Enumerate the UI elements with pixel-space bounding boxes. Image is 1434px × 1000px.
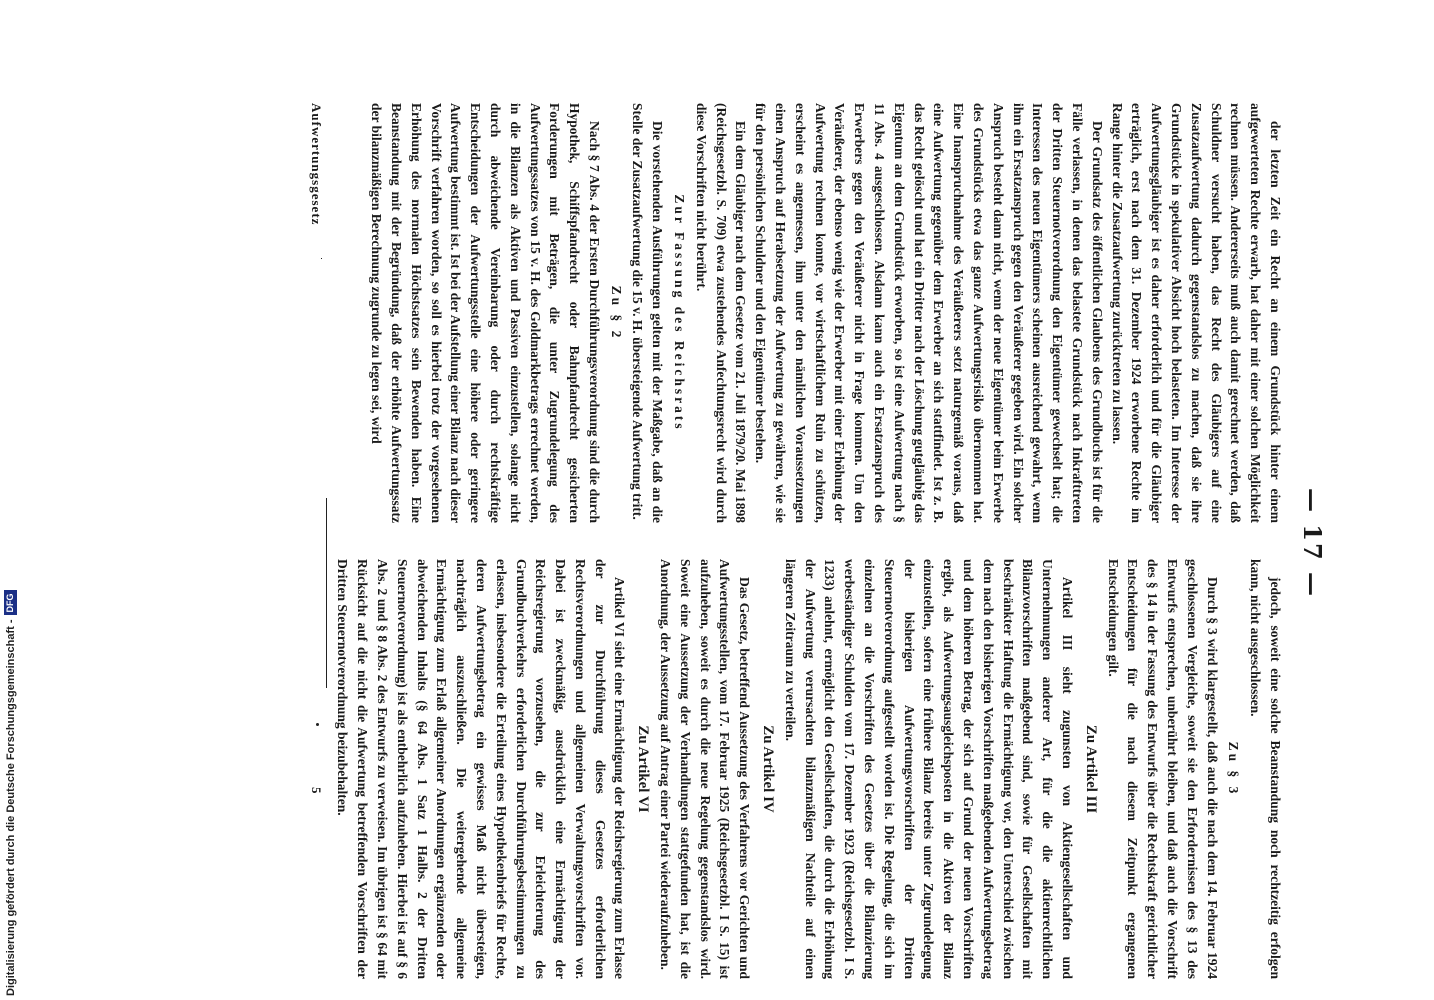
section-heading: Zu Artikel III (1082, 724, 1099, 814)
footer-mark (316, 723, 319, 726)
digitization-credit (4, 590, 17, 996)
section-heading: Zu Artikel IV (760, 725, 777, 813)
footer-rule (326, 498, 327, 688)
paragraph: Der Grundsatz des öffentlichen Glaubens des Grundbuchs ist für die Fälle verlassen, in denen das belastete Grundstück nach Inkrafttreten der Dritten Steuernotverordnung den Eigentümer gewechselt hat; die Interessen des neuen Eigentümers scheinen ausreichend gewahrt, wenn ihm ein Ersatzanspruch gegen den Veräußerer gegeben wird. Ein solcher Anspruch besteht dann nicht, wenn der neue Eigentümer beim Erwerbe des Grundstücks etwa das ganze Aufwertungsrisiko übernommen hat. Eine Inanspruchnahme des Veräußerers setzt naturgemäß voraus, daß eine Aufwertung gegenüber dem Erwerber an sich stattfindet. Ist z. B. das Recht gelöscht und hat ein Dritter nach der Löschung gutgläubig das Eigentum an dem Grundstück erworben, so ist eine Aufwertung nach § 11 Abs. 4 ausgeschlossen. Alsdann kann auch ein Ersatzanspruch des Erwerbers gegen den Veräußerer nicht in Frage kommen. Um den Veräußerer, der ebenso wenig wie der Erwerber mit einer Erhöhung der Aufwertung rechnen konnte, vor wirtschaftlichem Ruin zu schützen, erscheint es angemessen, ihm unter den nämlichen Voraussetzungen einen Anspruch auf Herabsetzung der Aufwertung zu gewähren, wie sie für den persönlichen Schuldner und den Eigentümer bestehen. (753, 103, 1105, 523)
paragraph: Ein dem Gläubiger nach dem Gesetze vom 21. Juli 1879/20. Mai 1898 (Reichsgesetzbl. S. 709) etwa zustehendes Anfechtungsrecht wird durch diese Vorschriften nicht berührt. (693, 103, 749, 523)
paragraph: Nach § 7 Abs. 4 der Ersten Durchführungsverordnung sind die durch Hypothek, Schiffspfandrecht oder Bahnpfandrecht gesicherten Forderungen mit Beträgen, die unter Zugrundelegung des Aufwertungssatzes von 15 v. H. des Goldmarkbetrags errechnet werden, in die Bilanzen als Aktiven und Passiven einzustellen, solange nicht durch abweichende Vereinbarung oder durch rechtskräftige Entscheidungen der Aufwertungsstelle eine höhere oder geringere Aufwertung bestimmt ist. Ist bei der Aufstellung einer Bilanz nach dieser Vorschrift verfahren worden, so soll es hierbei trotz der vorgesehenen Erhöhung des normalen Höchstsatzes sein Bewenden haben. Eine Beanstandung mit der Begründung, daß der erhöhte Aufwertungssatz der bilanzmäßigen Berechnung zugrunde zu legen sei, wird (369, 103, 602, 523)
paragraph: Artikel III sieht zugunsten von Aktiengesellschaften und Unternehmungen anderer Art, für die die aktienrechtlichen Bilanzvorschriften maßgebend sind, sowie für Gesellschaften mit beschränkter Haftung die Ermächtigung vor, den Unterschied zwischen dem nach den bisherigen Vorschriften maßgebenden Aufwertungsbetrag und dem höheren Betrag, der sich auf Grund der neuen Vorschriften ergibt, als Aufwertungsausgleichsposten in die Aktiven der Bilanz einzustellen, sofern eine frühere Bilanz bereits unter Zugrundelegung der bisherigen Aufwertungsvorschriften der Dritten Steuernotverordnung aufgestellt worden ist. Die Regelung, die sich im einzelnen an die Vorschriften des Gesetzes über die Bilanzierung werbeständiger Schulden vom 17. Dezember 1923 (Reichsgesetzbl. I S. 1233) anlehnt, ermöglicht den Gesellschaften, die durch die Erhöhung der Aufwertung verursachten bilanzmäßigen Nachteile auf einen längeren Zeitraum zu verteilen. (782, 559, 1076, 979)
running-title: Aufwertungsgesetz (309, 103, 324, 226)
page-number: — 17 — (1298, 487, 1327, 599)
right-column (333, 559, 1285, 979)
section-heading: Zu § 3 (1226, 741, 1242, 797)
paragraph: jedoch, soweit eine solche Beanstandung noch rechtzeitig erfolgen kann, nicht ausgeschlossen. (1248, 559, 1283, 979)
paragraph: der letzten Zeit ein Recht an einem Grundstück hinter einem aufgewerteten Rechte erwarb, hat daher mit einer solchen Möglichkeit rechnen müssen. Andererseits muß auch damit gerechnet werden, daß Schuldner versucht haben, das Recht des Gläubigers auf eine Zusatzaufwertung dadurch gegenstandslos zu machen, daß sie ihre Grundstücke in spekulativer Absicht hoch belasteten. Im Interesse der Aufwertungsgläubiger ist es daher erforderlich und für die Gläubiger erträglich, erst nach dem 31. Dezember 1924 erworbene Rechte im Range hinter die Zusatzaufwertung zurücktreten zu lassen. (1109, 103, 1283, 523)
section-heading: Zu Artikel VI (635, 725, 652, 813)
dfg-logo: DFG (4, 590, 17, 615)
section-heading: Zu § 2 (608, 285, 624, 341)
paragraph: Artikel VI sieht eine Ermächtigung der Reichsregierung zum Erlasse der zur Durchführung dieses Gesetzes erforderlichen Rechtsverordnungen und allgemeinen Verwaltungsvorschriften vor. Dabei ist zweckmäßig, ausdrücklich eine Ermächtigung der Reichsregierung vorzusehen, die zur Erleichterung des Grundbuchverkehrs erforderlichen Durchführungsbestimmungen zu erlassen, insbesondere die Erteilung eines Hypothekenbriefs für Rechte, deren Aufwertungsbetrag ein gewisses Maß nicht übersteigen, nachträglich auszuschließen. Die weitergehende allgemeine Ermächtigung zum Erlaß allgemeiner Anordnungen ergänzenden oder abweichenden Inhalts (§ 64 Abs. 1 Satz 1 Halbs. 2 der Dritten Steuernotverordnung) ist als entbehrlich aufzuheben. Hierbei ist auf § 6 Abs. 2 und § 8 Abs. 2 des Entwurfs zu verweisen. Im übrigen ist § 64 mit Rücksicht auf die nicht die Aufwertung betreffenden Vorschriften der Dritten Steuernotverordnung beizubehalten. (335, 559, 628, 979)
section-heading: Zur Fassung des Reichsrats (672, 194, 688, 432)
credit-text: Digitalisierung gefördert durch die Deutsche Forschungsgemeinschaft - (4, 619, 17, 996)
paragraph: Das Gesetz, betreffend Aussetzung des Verfahrens vor Gerichten und Aufwertungsstellen, vom 17. Februar 1925 (Reichsgesetzbl. I S. 15) ist aufzuheben, soweit es durch die neue Regelung gegenstandslos wird. Soweit eine Aussetzung der Verhandlungen stattgefunden hat, ist die Anordnung, der Aussetzung auf Antrag einer Partei wiederaufzuheben. (658, 559, 753, 979)
footer-page-number: 5 (309, 787, 324, 794)
paragraph: Die vorstehenden Ausführungen gelten mit der Maßgabe, daß an die Stelle der Zusatzaufwertung die 15 v. H. übersteigende Aufwertung tritt. (630, 103, 666, 523)
rotated-document-page (227, 103, 1327, 983)
footer-rule-left (321, 258, 322, 259)
paragraph: Durch § 3 wird klargestellt, daß auch die nach dem 14. Februar 1924 geschlossenen Vergleiche, soweit sie den Erfordernissen des § 13 des Entwurfs entsprechen, unberührt bleiben, und daß auch die Vorschrift des § 14 in der Fassung des Entwurfs über die Rechtskraft gerichtlicher Entscheidungen für die nach diesem Zeitpunkt ergangenen Entscheidungen gilt. (1105, 559, 1220, 979)
left-column (366, 103, 1285, 523)
